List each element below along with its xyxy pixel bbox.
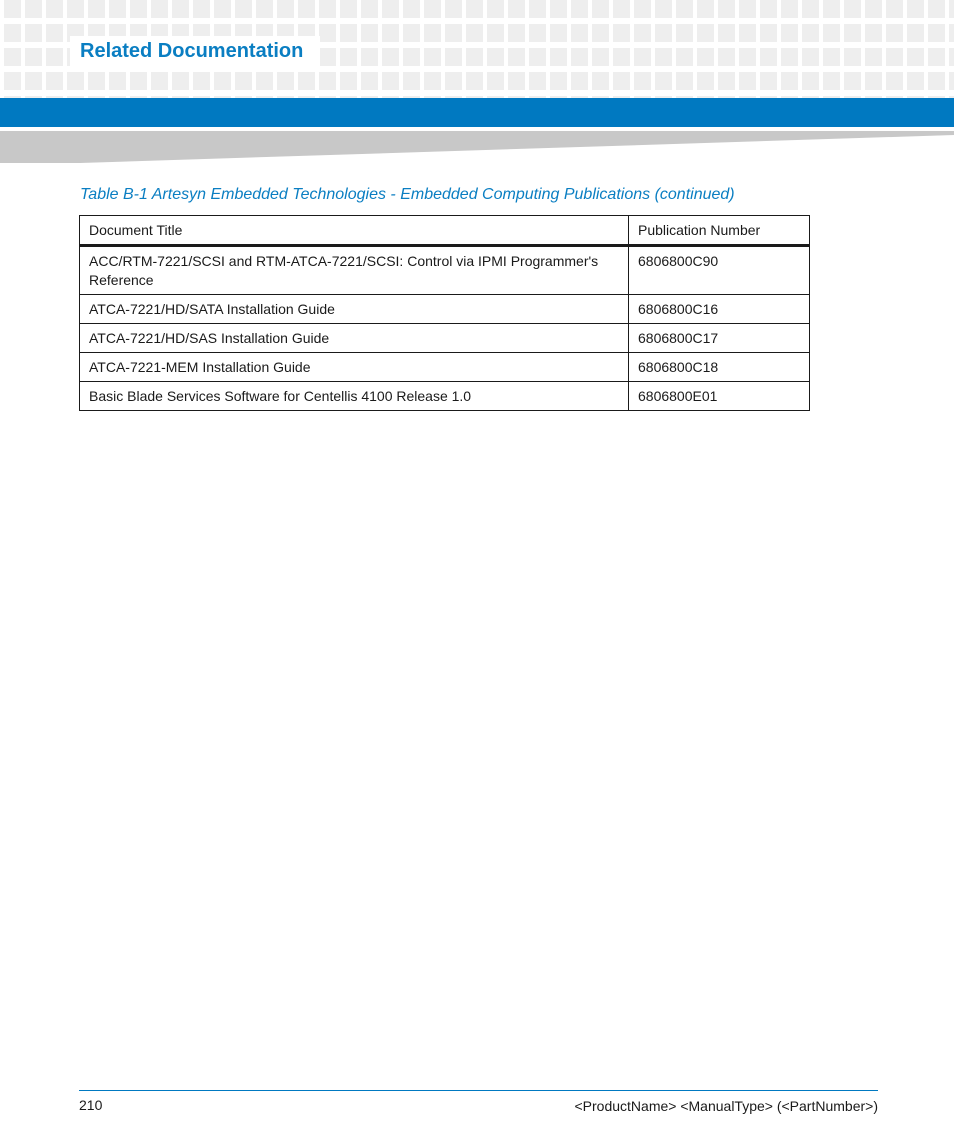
table-row — [80, 353, 810, 382]
table-row — [80, 246, 810, 295]
footer-rule — [79, 1090, 878, 1091]
publication-number-cell: 6806800C18 — [629, 353, 810, 382]
header-grey-wedge — [0, 127, 954, 163]
table-row — [80, 295, 810, 324]
table-row — [80, 324, 810, 353]
publication-number-cell: 6806800C16 — [629, 295, 810, 324]
document-title-cell: ATCA-7221-MEM Installation Guide — [80, 353, 629, 382]
footer-document-reference: <ProductName> <ManualType> (<PartNumber>) — [574, 1098, 878, 1114]
document-title-cell: ACC/RTM-7221/SCSI and RTM-ATCA-7221/SCSI: Control via IPMI Programmer's Reference — [80, 246, 629, 295]
header-accent-bar — [0, 98, 954, 127]
section-title: Related Documentation — [80, 40, 304, 62]
publication-number-cell: 6806800C17 — [629, 324, 810, 353]
publication-number-cell: 6806800C90 — [629, 246, 810, 295]
document-title-cell: ATCA-7221/HD/SAS Installation Guide — [80, 324, 629, 353]
document-title-cell: ATCA-7221/HD/SATA Installation Guide — [80, 295, 629, 324]
page-number: 210 — [79, 1097, 103, 1113]
column-header-document-title: Document Title — [80, 216, 629, 246]
document-title-cell: Basic Blade Services Software for Centellis 4100 Release 1.0 — [80, 382, 629, 411]
publication-number-cell: 6806800E01 — [629, 382, 810, 411]
table-caption: Table B-1 Artesyn Embedded Technologies - Embedded Computing Publications (continued) — [80, 186, 735, 203]
column-header-publication-number: Publication Number — [629, 216, 810, 246]
table-row — [80, 382, 810, 411]
publications-table — [79, 215, 810, 411]
table-header-row — [80, 216, 810, 246]
